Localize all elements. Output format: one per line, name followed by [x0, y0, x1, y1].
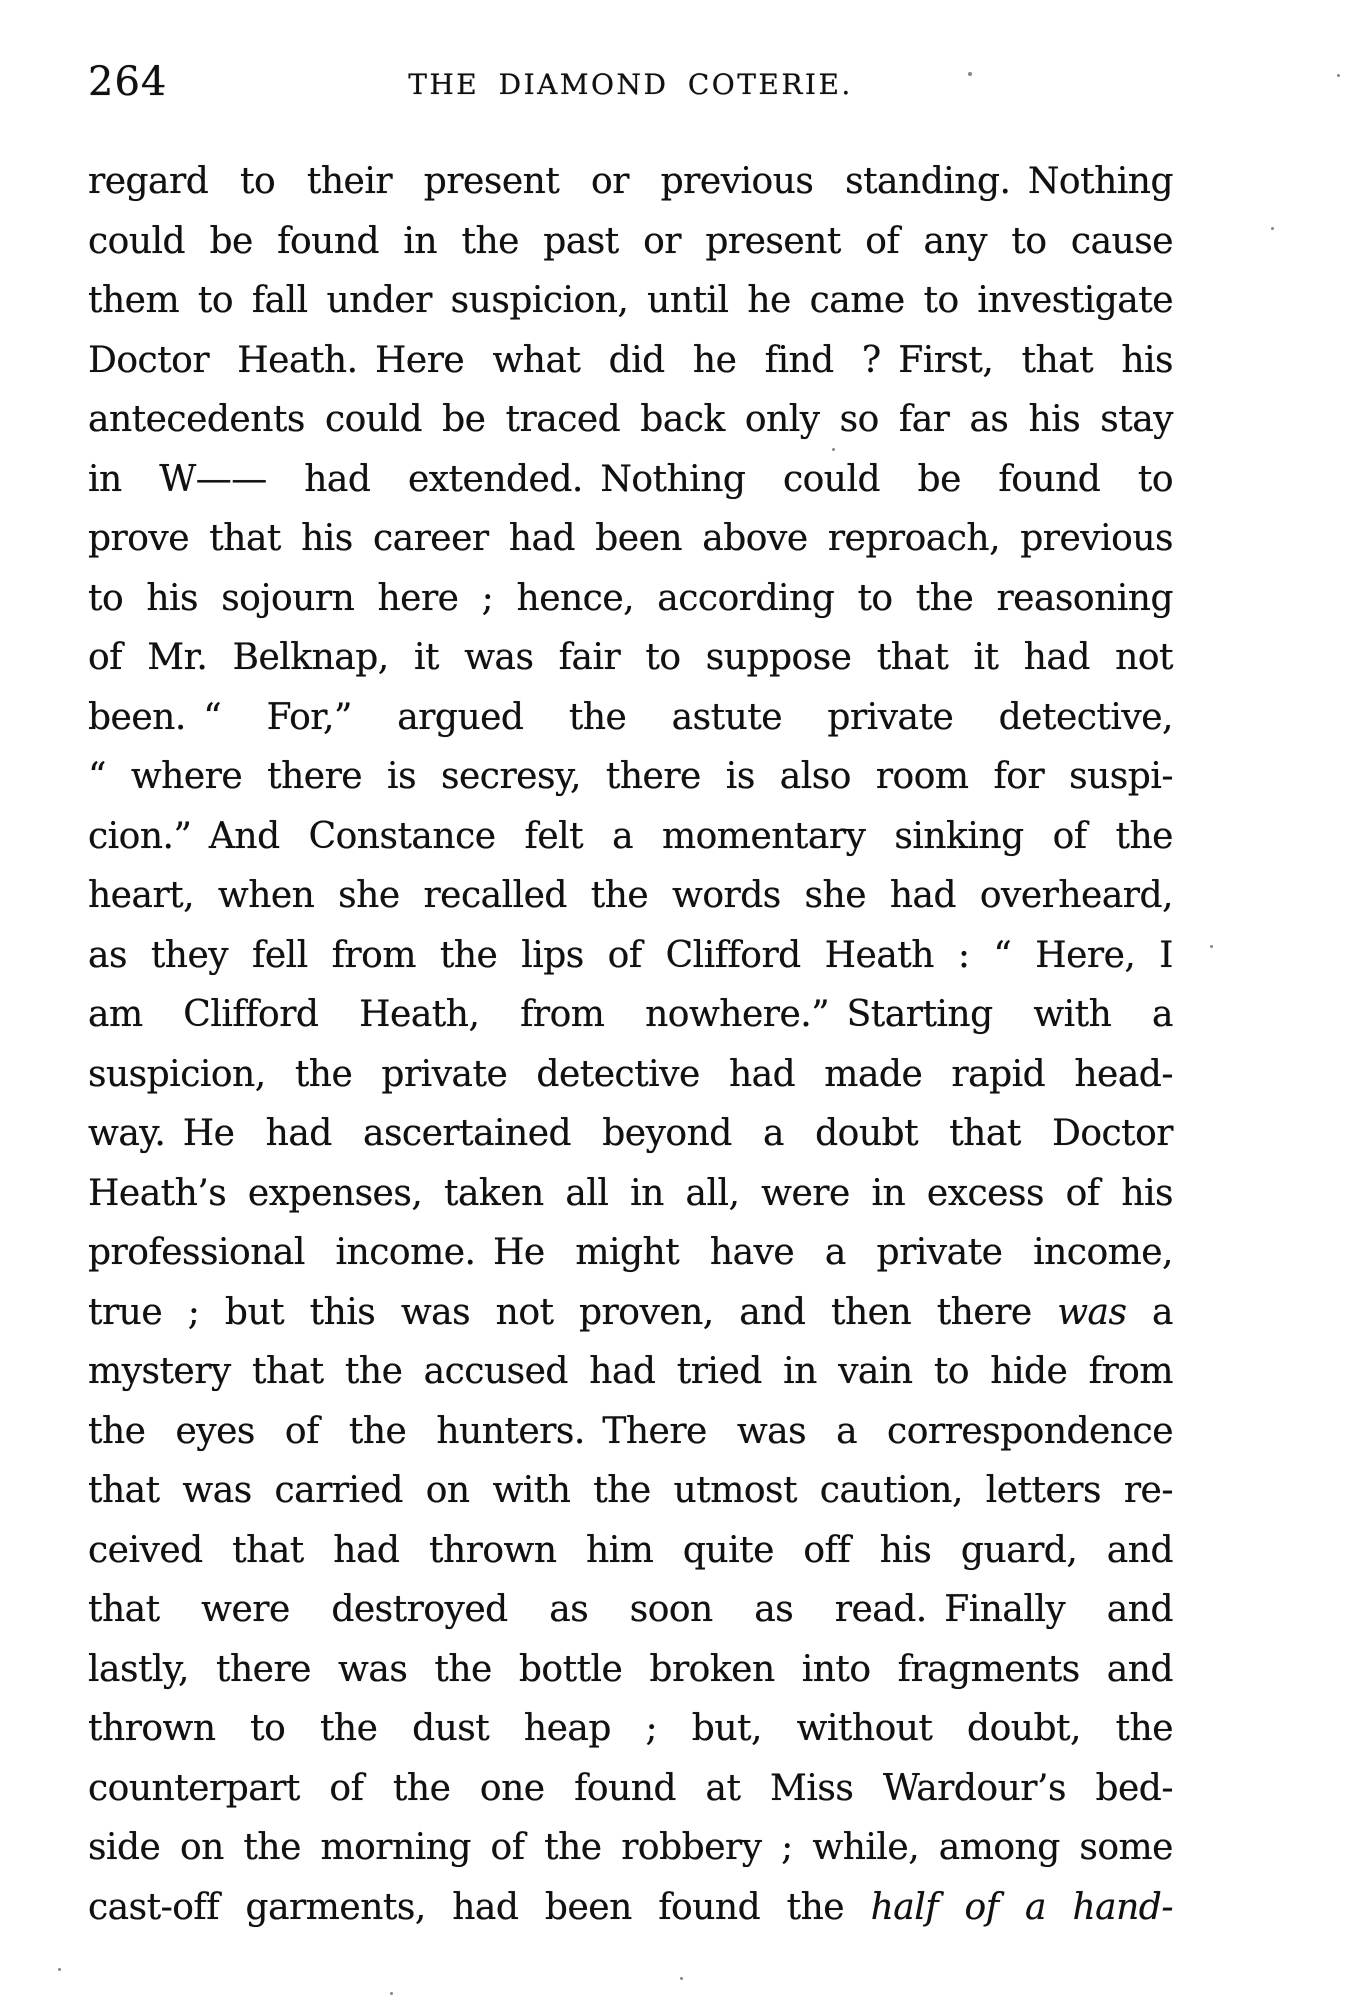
text-line [88, 747, 1173, 807]
text-line [88, 985, 1173, 1045]
text-segment: side on the morning of the robbery ; while, among some [88, 1827, 1173, 1868]
text-line [88, 807, 1173, 867]
text-segment: thrown to the dust heap ; but, without doubt, the [88, 1708, 1173, 1749]
scan-speck [832, 448, 835, 451]
text-line [88, 1164, 1173, 1224]
text-line [88, 1521, 1173, 1581]
scan-speck [968, 72, 972, 76]
text-line [88, 152, 1173, 212]
scan-speck [390, 1992, 393, 1995]
scan-speck [1337, 74, 1340, 77]
text-line [88, 1342, 1173, 1402]
running-title: THE DIAMOND COTERIE. [408, 68, 853, 101]
text-segment: antecedents could be traced back only so far as his stay [88, 399, 1173, 440]
text-line [88, 1045, 1173, 1105]
text-segment: could be found in the past or present of any to cause [88, 220, 1173, 262]
text-line [88, 509, 1173, 569]
text-segment: been. “ For,” argued the astute private detective, [88, 696, 1173, 738]
text-line [88, 569, 1173, 629]
text-line [88, 1818, 1173, 1878]
text-line [88, 1402, 1173, 1462]
text-line [88, 1283, 1173, 1343]
text-line [88, 390, 1173, 450]
text-line [88, 331, 1173, 391]
italic-text-segment: was [1057, 1291, 1127, 1333]
text-segment: heart, when she recalled the words she had overheard, [88, 875, 1173, 916]
text-line [88, 866, 1173, 926]
text-line [88, 628, 1173, 688]
text-segment: that were destroyed as soon as read. Finally and [88, 1589, 1173, 1630]
text-line [88, 1461, 1173, 1521]
scan-speck [58, 1968, 61, 1971]
text-line [88, 1640, 1173, 1700]
text-segment: ceived that had thrown him quite off his guard, and [88, 1529, 1173, 1571]
text-line [88, 1580, 1173, 1640]
text-segment: cast-off garments, had been found the [88, 1886, 871, 1928]
text-segment: mystery that the accused had tried in vain to hide from [88, 1351, 1173, 1392]
text-segment: to his sojourn here ; hence, according to the reasoning [88, 577, 1173, 619]
italic-text-segment: half of a hand- [870, 1886, 1173, 1928]
text-segment: lastly, there was the bottle broken into fragments and [88, 1648, 1173, 1690]
text-line [88, 1759, 1173, 1819]
text-segment: that was carried on with the utmost caution, letters re- [88, 1470, 1173, 1511]
text-segment: the eyes of the hunters. There was a correspondence [88, 1410, 1173, 1452]
body-text [88, 152, 1173, 1937]
text-segment: of Mr. Belknap, it was fair to suppose that it had not [88, 637, 1173, 678]
text-segment: counterpart of the one found at Miss Wardour’s bed- [88, 1767, 1173, 1809]
text-line [88, 271, 1173, 331]
text-line [88, 1104, 1173, 1164]
page-number: 264 [88, 59, 168, 105]
scan-speck [680, 1977, 683, 1980]
text-line [88, 1878, 1173, 1938]
text-segment: cion.” And Constance felt a momentary sinking of the [88, 815, 1173, 857]
text-segment: them to fall under suspicion, until he came to investigate [88, 280, 1173, 321]
text-line [88, 212, 1173, 272]
text-segment: professional income. He might have a private income, [88, 1232, 1173, 1273]
text-segment: Doctor Heath. Here what did he find ? First, that his [88, 339, 1173, 381]
text-segment: true ; but this was not proven, and then there [88, 1291, 1058, 1333]
text-segment: a [1126, 1291, 1173, 1333]
text-segment: “ where there is secresy, there is also room for suspi- [88, 756, 1173, 797]
text-line [88, 450, 1173, 510]
scan-speck [1271, 227, 1274, 230]
scan-speck [1210, 945, 1213, 948]
text-line [88, 926, 1173, 986]
text-line [88, 1699, 1173, 1759]
text-segment: prove that his career had been above reproach, previous [88, 518, 1173, 559]
text-line [88, 688, 1173, 748]
text-segment: as they fell from the lips of Clifford Heath : “ Here, I [88, 934, 1173, 976]
text-segment: in W—— had extended. Nothing could be found to [88, 458, 1173, 500]
text-segment: regard to their present or previous standing. Nothing [88, 161, 1173, 202]
text-line [88, 1223, 1173, 1283]
text-segment: way. He had ascertained beyond a doubt that Doctor [88, 1113, 1173, 1154]
page-header [88, 48, 1173, 105]
text-segment: am Clifford Heath, from nowhere.” Starting with a [88, 994, 1173, 1035]
text-segment: suspicion, the private detective had made rapid head- [88, 1053, 1173, 1095]
text-segment: Heath’s expenses, taken all in all, were in excess of his [88, 1172, 1173, 1214]
